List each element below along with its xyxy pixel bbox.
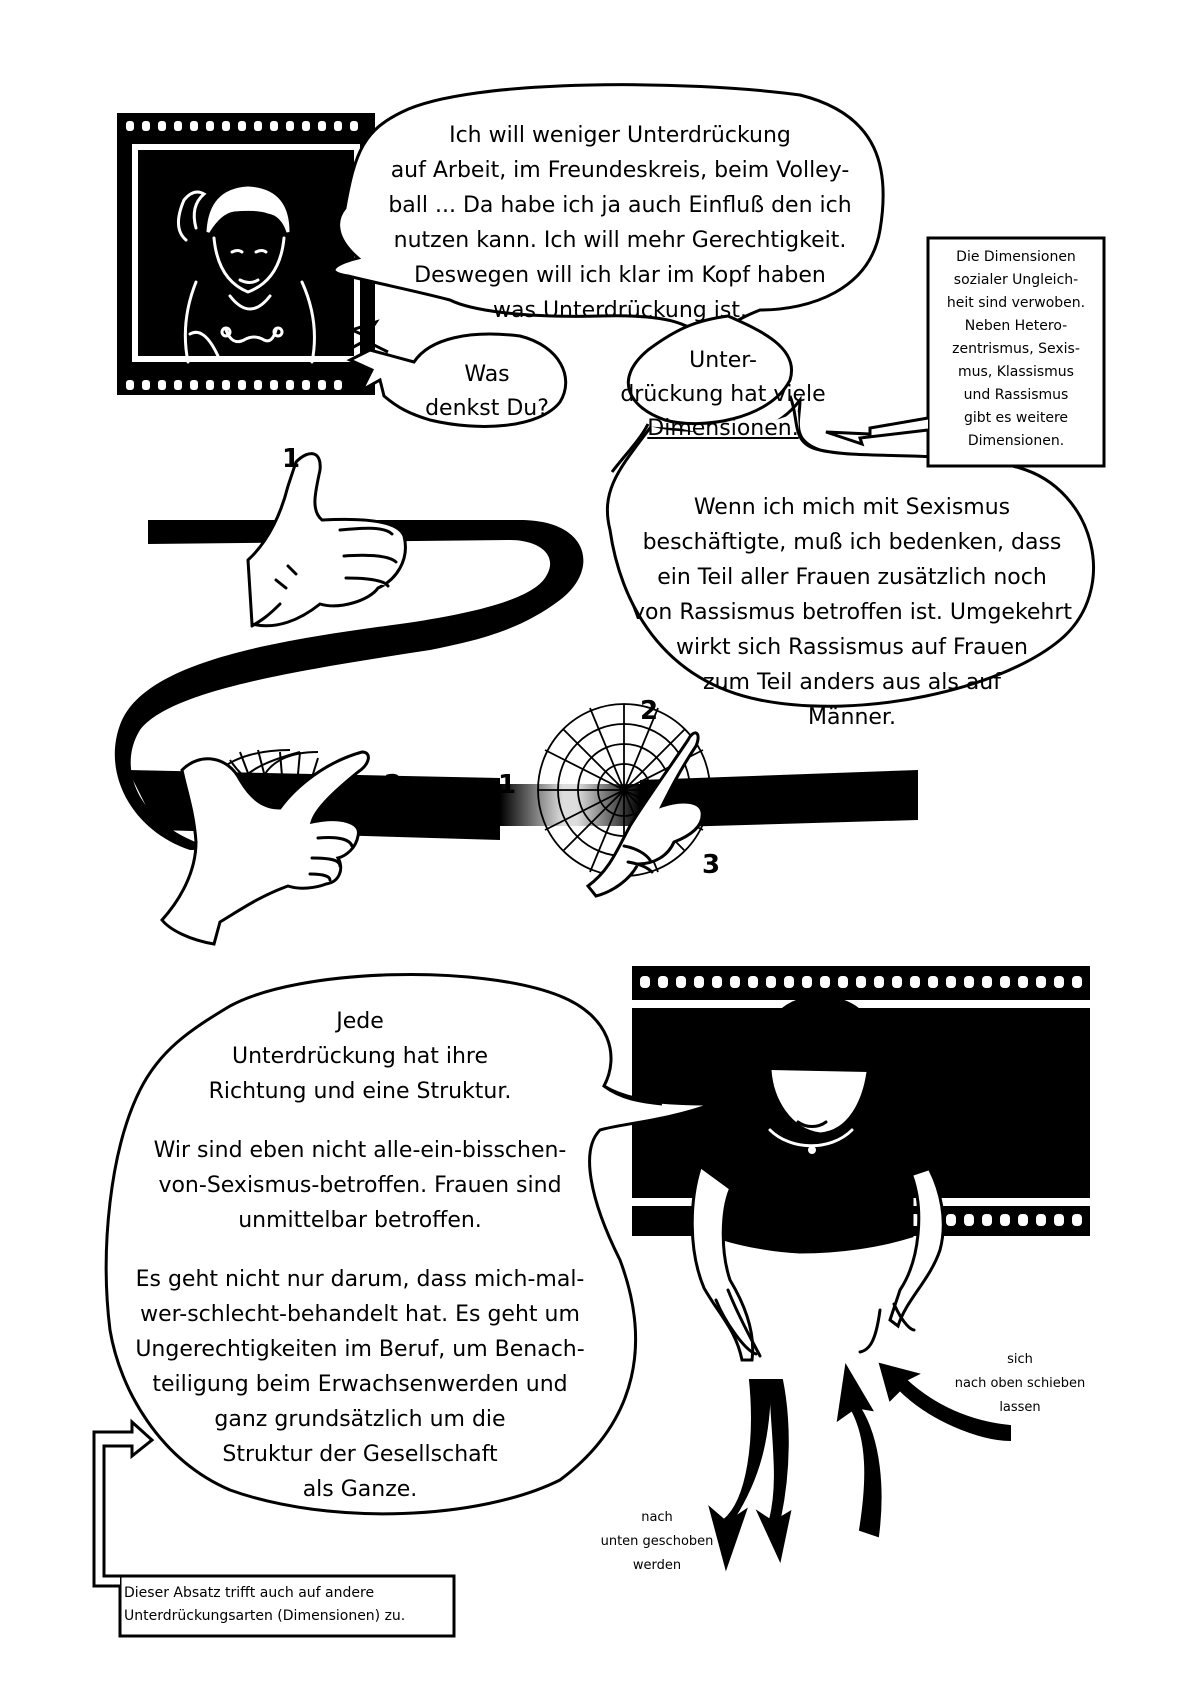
- film-strip-top: [117, 113, 375, 395]
- text-line: denkst Du?: [425, 396, 549, 421]
- text-line: wirkt sich Rassismus auf Frauen: [676, 635, 1028, 660]
- text-line: zum Teil anders aus als auf: [703, 670, 1001, 695]
- speech-text-dimensions-heading: [618, 344, 828, 446]
- text-line: und Rassismus: [963, 387, 1069, 403]
- text-line: nach oben schieben: [954, 1376, 1086, 1391]
- finger-number: 2: [640, 696, 659, 726]
- text-line: auf Arbeit, im Freundeskreis, beim Volley-: [390, 158, 850, 183]
- text-line: Wir sind eben nicht alle-ein-bisschen-: [153, 1138, 567, 1163]
- finger-number: 3: [702, 850, 721, 880]
- text-line: nutzen kann. Ich will mehr Gerechtigkeit.: [393, 228, 847, 253]
- text-line: sich: [1007, 1352, 1033, 1367]
- text-line: von-Sexismus-betroffen. Frauen sind: [158, 1173, 562, 1198]
- text-line: drückung hat viele: [620, 382, 826, 407]
- text-line: Richtung und eine Struktur.: [208, 1079, 512, 1104]
- text-line: Wenn ich mich mit Sexismus: [693, 495, 1011, 520]
- finger-number: 1: [498, 770, 517, 800]
- speech-text-question: [412, 358, 562, 426]
- text-line: ball ... Da habe ich ja auch Einfluß den ich: [388, 193, 852, 218]
- text-line: Ungerechtigkeiten im Beruf, um Benach-: [135, 1337, 585, 1362]
- text-line: Dieser Absatz trifft auch auf andere: [124, 1585, 375, 1601]
- finger-number: 1: [162, 778, 181, 808]
- caption-text-dimensions: [928, 246, 1104, 453]
- text-line: mus, Klassismus: [958, 364, 1074, 380]
- text-line: ein Teil aller Frauen zusätzlich noch: [657, 565, 1047, 590]
- thumbs-up-hand: [248, 454, 405, 626]
- text-line: heit sind verwoben.: [946, 295, 1086, 311]
- text-line: Männer.: [808, 705, 896, 730]
- text-line: was Unterdrückung ist.: [493, 298, 747, 323]
- text-line: von Rassismus betroffen ist. Umgekehrt: [631, 600, 1073, 625]
- text-line: Es geht nicht nur darum, dass mich-mal-: [135, 1267, 585, 1292]
- text-line: sozialer Ungleich-: [953, 272, 1079, 288]
- label-down: [582, 1506, 732, 1578]
- text-line: Jede: [336, 1009, 384, 1034]
- text-line: Unter-: [689, 348, 757, 373]
- finger-number: 2: [384, 770, 403, 800]
- text-line: Unterdrückung hat ihre: [231, 1044, 489, 1069]
- caption-text-paragraph: [120, 1582, 458, 1628]
- speech-text-bottom: [100, 1004, 620, 1507]
- text-line: Unterdrückungsarten (Dimensionen) zu.: [124, 1608, 406, 1624]
- text-line: Was: [464, 362, 510, 387]
- text-line: als Ganze.: [302, 1477, 418, 1502]
- text-line: zentrismus, Sexis-: [952, 341, 1080, 357]
- arrow-caption: [826, 418, 928, 444]
- arrow-up: [838, 1366, 881, 1536]
- text-line: Neben Hetero-: [964, 318, 1068, 334]
- dimensions-underlined: Dimensionen.: [647, 416, 799, 441]
- speech-text-middle: [612, 490, 1092, 735]
- finger-number: 1: [282, 444, 301, 474]
- text-line: Dimensionen.: [967, 433, 1065, 449]
- text-line: Die Dimensionen: [956, 249, 1076, 265]
- text-line: unmittelbar betroffen.: [238, 1208, 482, 1233]
- text-line: lassen: [999, 1400, 1041, 1415]
- text-line: beschäftigte, muß ich bedenken, dass: [642, 530, 1062, 555]
- text-line: nach: [641, 1510, 673, 1525]
- text-line: teiligung beim Erwachsenwerden und: [152, 1372, 568, 1397]
- text-line: unten geschoben: [600, 1534, 714, 1549]
- text-line: werden: [632, 1558, 682, 1573]
- text-line: ganz grundsätzlich um die: [214, 1407, 506, 1432]
- label-up: [930, 1348, 1110, 1420]
- speech-text-top: [360, 118, 880, 328]
- text-line: Struktur der Gesellschaft: [222, 1442, 498, 1467]
- text-line: Ich will weniger Unterdrückung: [449, 123, 791, 148]
- text-line: gibt es weitere: [963, 410, 1069, 426]
- text-line: Deswegen will ich klar im Kopf haben: [414, 263, 826, 288]
- text-line: wer-schlecht-behandelt hat. Es geht um: [140, 1302, 580, 1327]
